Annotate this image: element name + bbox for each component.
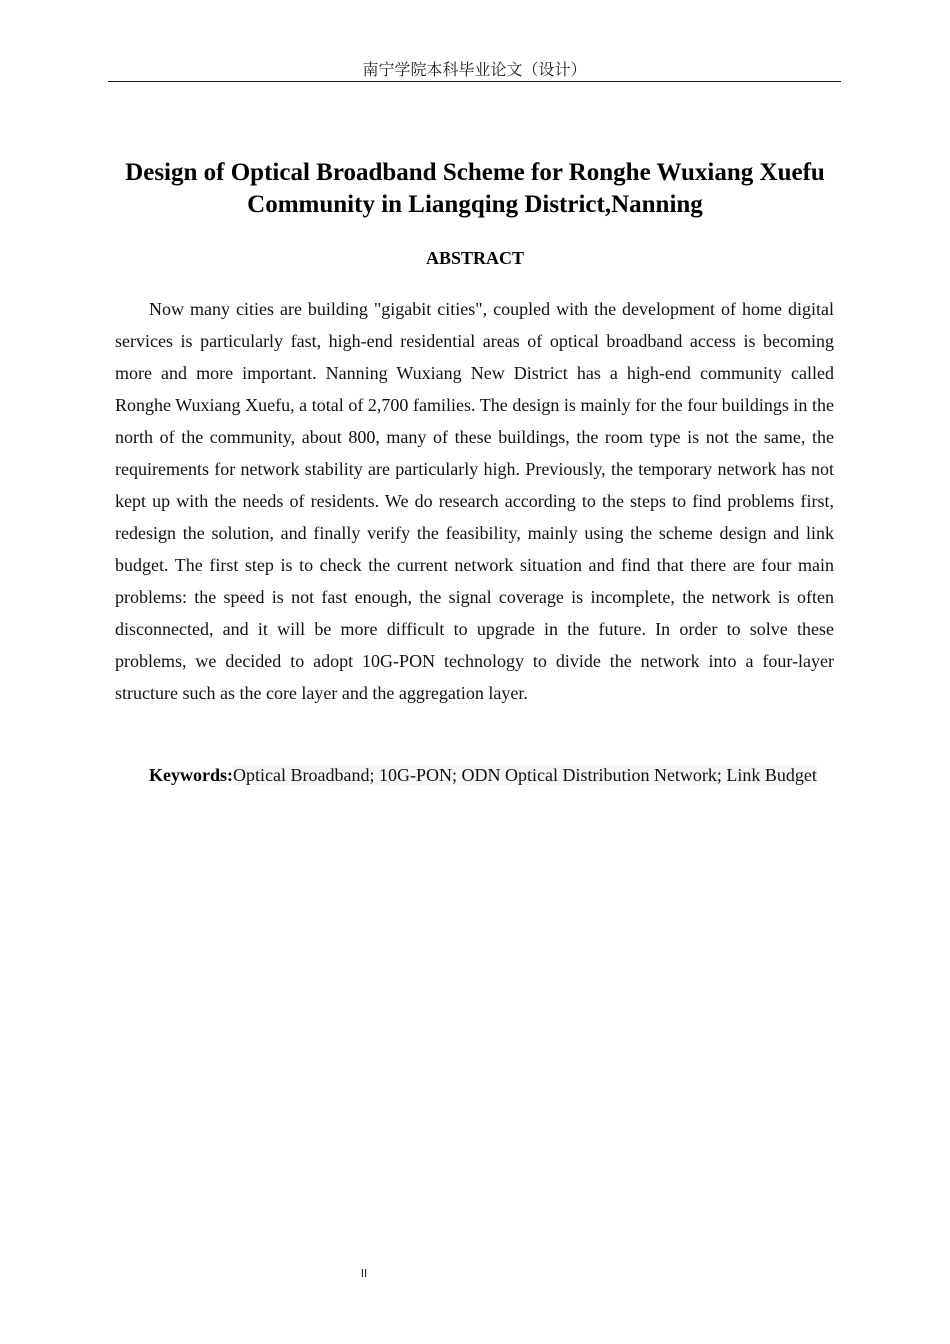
running-header: 南宁学院本科毕业论文（设计） (362, 60, 587, 79)
abstract-paragraph: Now many cities are building "gigabit cities", coupled with the development of home digital services is particularly fast, high-end residential areas of optical broadband access is becoming more and more important. Nanning Wuxiang New District has a high-end community called Ronghe Wuxiang Xuefu, a total of 2,700 families. The design is mainly for the four buildings in the north of the community, about 800, many of these buildings, the room type is not the same, the requirements for network stability are particularly high. Previously, the temporary network has not kept up with the needs of residents. We do research according to the steps to find problems first, redesign the solution, and finally verify the feasibility, mainly using the scheme design and link budget. The first step is to check the current network situation and find that there are four main problems: the speed is not fast enough, the signal coverage is incomplete, the network is often disconnected, and it will be more difficult to upgrade in the future. In order to solve these problems, we decided to adopt 10G-PON technology to divide the network into a four-layer structure such as the core layer and the aggregation layer. (115, 299, 834, 703)
abstract-heading: ABSTRACT (425, 248, 525, 268)
keywords-list: Optical Broadband; 10G-PON; ODN Optical Distribution Network; Link Budget (233, 765, 817, 785)
thesis-title: Design of Optical Broadband Scheme for Ronghe Wuxiang Xuefu Community in Liangqing District,Nanning (125, 159, 825, 218)
page-number: II (360, 1267, 368, 1280)
keywords-paragraph (115, 759, 834, 791)
header-divider (108, 81, 841, 82)
keywords-label: Keywords: (149, 765, 233, 785)
